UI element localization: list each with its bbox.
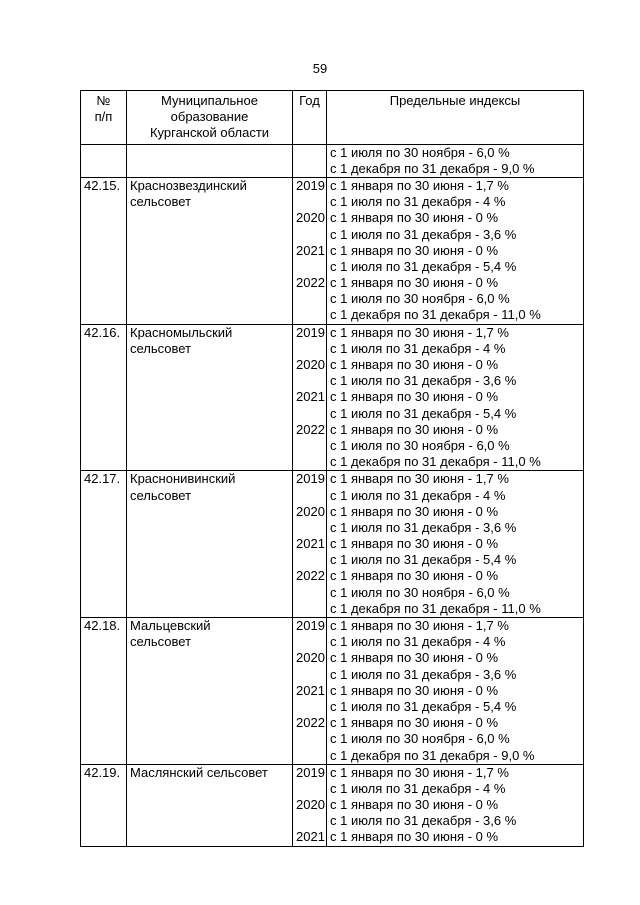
year-value: 2021: [296, 829, 325, 845]
year-value: [296, 341, 323, 357]
indices-cell: [327, 177, 584, 324]
indices-cell: [327, 764, 584, 846]
year-value: 2019: [296, 177, 325, 193]
year-value: [296, 291, 323, 307]
year-cell: [293, 764, 327, 846]
row-number: 42.17.: [84, 471, 121, 487]
municipality-cell: [127, 144, 293, 177]
index-line: с 1 января по 30 июня - 0 %: [330, 715, 499, 731]
index-line: с 1 июля по 31 декабря - 3,6 %: [330, 226, 517, 242]
year-value: [296, 161, 323, 177]
year-cell: [293, 177, 327, 324]
index-line: с 1 января по 30 июня - 0 %: [330, 797, 499, 813]
table-row: [81, 618, 584, 765]
index-line: с 1 июля по 31 декабря - 5,4 %: [330, 405, 517, 421]
year-value: [296, 406, 323, 422]
index-line: с 1 января по 30 июня - 1,7 %: [330, 324, 509, 340]
year-value: 2020: [296, 357, 325, 373]
year-value: [296, 373, 323, 389]
municipality-cell: [127, 324, 293, 471]
index-line: с 1 января по 30 июня - 0 %: [330, 357, 499, 373]
municipality-name-line: сельсовет: [130, 340, 192, 356]
year-value: 2019: [296, 764, 325, 780]
index-line: с 1 декабря по 31 декабря - 11,0 %: [330, 454, 541, 470]
index-line: с 1 января по 30 июня - 0 %: [330, 503, 499, 519]
municipality-cell: [127, 764, 293, 846]
index-line: с 1 июля по 31 декабря - 4 %: [330, 634, 506, 650]
municipality-name-line: Краснонивинский: [130, 471, 236, 487]
index-line: с 1 января по 30 июня - 0 %: [330, 210, 499, 226]
index-line: с 1 июля по 31 декабря - 3,6 %: [330, 813, 517, 829]
year-value: 2021: [296, 536, 325, 552]
index-line: с 1 июля по 30 ноября - 6,0 %: [330, 144, 510, 160]
municipality-name-line: сельсовет: [130, 487, 192, 503]
header-text-line: Год: [299, 93, 320, 108]
year-value: 2019: [296, 471, 325, 487]
table-header-row: [81, 91, 584, 145]
year-value: [296, 813, 323, 829]
municipality-name-line: Красномыльский: [130, 324, 233, 340]
row-number-cell: [81, 618, 127, 765]
year-value: [296, 194, 323, 210]
year-value: 2019: [296, 324, 325, 340]
year-value: [296, 667, 323, 683]
index-line: с 1 января по 30 июня - 1,7 %: [330, 177, 509, 193]
municipality-cell: [127, 177, 293, 324]
year-value: 2022: [296, 275, 325, 291]
year-value: [296, 634, 323, 650]
indices-cell: [327, 144, 584, 177]
index-line: с 1 января по 30 июня - 0 %: [330, 421, 499, 437]
table-row: [81, 324, 584, 471]
row-number-cell: [81, 324, 127, 471]
index-line: с 1 января по 30 июня - 0 %: [330, 275, 499, 291]
index-line: с 1 января по 30 июня - 0 %: [330, 568, 499, 584]
indices-cell: [327, 324, 584, 471]
year-value: 2022: [296, 568, 325, 584]
row-number-cell: [81, 177, 127, 324]
index-line: с 1 января по 30 июня - 0 %: [330, 682, 499, 698]
table-row: [81, 177, 584, 324]
index-line: с 1 декабря по 31 декабря - 9,0 %: [330, 160, 535, 176]
index-line: с 1 января по 30 июня - 1,7 %: [330, 764, 509, 780]
municipality-name-line: Краснозвездинский: [130, 177, 247, 193]
table-row: [81, 471, 584, 618]
index-line: с 1 декабря по 31 декабря - 9,0 %: [330, 747, 535, 763]
header-municipality: [127, 91, 293, 145]
municipality-name-line: сельсовет: [130, 194, 192, 210]
index-line: с 1 января по 30 июня - 1,7 %: [330, 618, 509, 634]
year-value: [296, 259, 323, 275]
header-text-line: Предельные индексы: [389, 93, 521, 108]
index-line: с 1 июля по 30 ноября - 6,0 %: [330, 584, 510, 600]
header-text-line: №: [96, 93, 111, 108]
index-line: с 1 января по 30 июня - 0 %: [330, 389, 499, 405]
municipality-name-line: сельсовет: [130, 634, 192, 650]
year-value: 2021: [296, 389, 325, 405]
year-value: [296, 699, 323, 715]
page-number: 59: [312, 61, 328, 76]
year-value: [296, 227, 323, 243]
index-line: с 1 июля по 31 декабря - 5,4 %: [330, 552, 517, 568]
index-line: с 1 июля по 31 декабря - 3,6 %: [330, 373, 517, 389]
year-cell: [293, 471, 327, 618]
table-row: [81, 144, 584, 177]
index-line: с 1 июля по 31 декабря - 4 %: [330, 780, 506, 796]
year-value: [296, 748, 323, 764]
index-line: с 1 декабря по 31 декабря - 11,0 %: [330, 600, 541, 616]
tariff-index-table: [80, 90, 584, 847]
index-line: с 1 июля по 31 декабря - 4 %: [330, 194, 506, 210]
indices-cell: [327, 471, 584, 618]
year-value: 2021: [296, 682, 325, 698]
row-number-cell: [81, 764, 127, 846]
header-indices: [327, 91, 584, 145]
year-value: 2020: [296, 797, 325, 813]
header-text-line: Муниципальное: [161, 93, 258, 108]
index-line: с 1 января по 30 июня - 0 %: [330, 829, 499, 845]
year-value: 2020: [296, 503, 325, 519]
row-number: 42.18.: [84, 618, 121, 634]
year-value: 2019: [296, 618, 325, 634]
header-text-line: образование: [170, 109, 249, 125]
index-line: с 1 июля по 31 декабря - 3,6 %: [330, 519, 517, 535]
row-number: 42.19.: [84, 764, 121, 780]
year-value: [296, 552, 323, 568]
index-line: с 1 июля по 31 декабря - 5,4 %: [330, 258, 517, 274]
index-line: с 1 июля по 31 декабря - 5,4 %: [330, 698, 517, 714]
index-line: с 1 января по 30 июня - 0 %: [330, 242, 499, 258]
year-value: [296, 454, 323, 470]
year-cell: [293, 618, 327, 765]
year-value: [296, 145, 323, 161]
year-cell: [293, 324, 327, 471]
row-number-cell: [81, 144, 127, 177]
year-value: 2022: [296, 715, 325, 731]
row-number-cell: [81, 471, 127, 618]
year-value: 2021: [296, 242, 325, 258]
year-cell: [293, 144, 327, 177]
municipality-name-line: Маслянский сельсовет: [130, 764, 268, 780]
index-line: с 1 июля по 31 декабря - 3,6 %: [330, 666, 517, 682]
year-value: [296, 585, 323, 601]
municipality-cell: [127, 471, 293, 618]
year-value: 2022: [296, 421, 325, 437]
header-year: [293, 91, 327, 145]
municipality-cell: [127, 618, 293, 765]
header-number: [81, 91, 127, 145]
table-body: [81, 144, 584, 846]
indices-cell: [327, 618, 584, 765]
index-line: с 1 декабря по 31 декабря - 11,0 %: [330, 307, 541, 323]
year-value: 2020: [296, 210, 325, 226]
year-value: [296, 601, 323, 617]
index-line: с 1 июля по 30 ноября - 6,0 %: [330, 731, 510, 747]
year-value: [296, 520, 323, 536]
index-line: с 1 июля по 30 ноября - 6,0 %: [330, 437, 510, 453]
table-row: [81, 764, 584, 846]
year-value: [296, 731, 323, 747]
index-line: с 1 января по 30 июня - 0 %: [330, 536, 499, 552]
year-value: 2020: [296, 650, 325, 666]
year-value: [296, 307, 323, 323]
header-text-line: п/п: [94, 109, 113, 125]
year-value: [296, 438, 323, 454]
row-number: 42.16.: [84, 324, 121, 340]
row-number: [84, 145, 123, 161]
index-line: с 1 января по 30 июня - 0 %: [330, 650, 499, 666]
row-number: 42.15.: [84, 177, 121, 193]
year-value: [296, 781, 323, 797]
index-line: с 1 января по 30 июня - 1,7 %: [330, 471, 509, 487]
index-line: с 1 июля по 31 декабря - 4 %: [330, 340, 506, 356]
municipality-name-line: Мальцевский: [130, 618, 211, 634]
index-line: с 1 июля по 31 декабря - 4 %: [330, 487, 506, 503]
index-line: с 1 июля по 30 ноября - 6,0 %: [330, 291, 510, 307]
header-text-line: Курганской области: [149, 125, 270, 141]
year-value: [296, 488, 323, 504]
